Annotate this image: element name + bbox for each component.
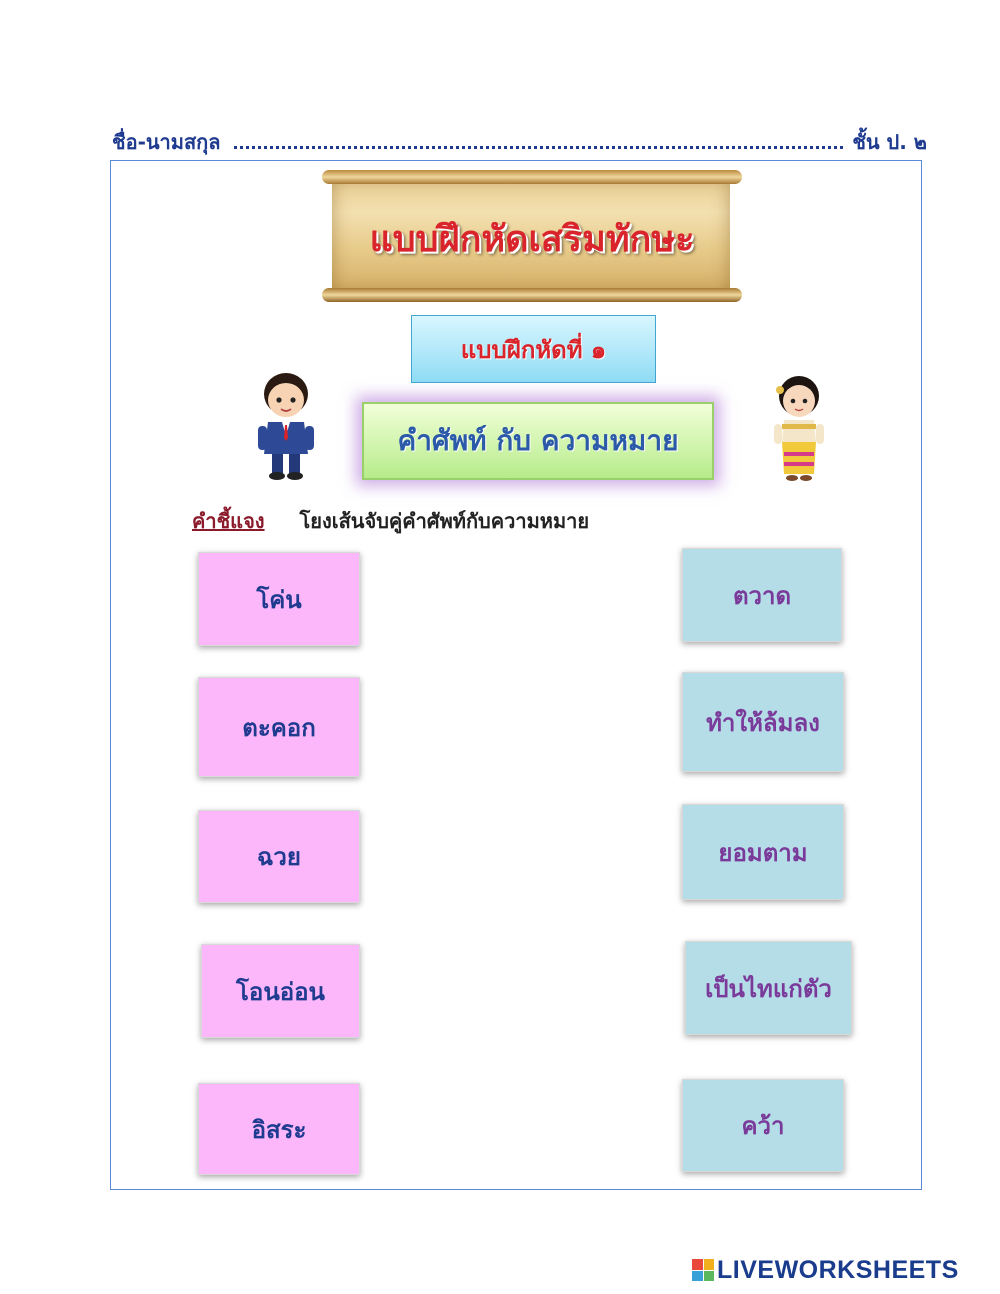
instruction-label: คำชี้แจง [192,509,265,533]
word-box-4[interactable]: โอนอ่อน [201,944,360,1038]
word-box-1[interactable]: โค่น [198,552,360,646]
name-label: ชื่อ-นามสกุล [112,130,221,154]
liveworksheets-logo [692,1256,959,1284]
title-scroll-banner [322,170,742,302]
brand-text: LIVEWORKSHEETS [717,1255,959,1284]
exercise-number-box: แบบฝึกหัดที่ ๑ [411,315,656,383]
scroll-roll-bottom [322,288,742,302]
meaning-box-4[interactable]: เป็นไทแก่ตัว [685,941,852,1035]
topic-box: คำศัพท์ กับ ความหมาย [362,402,714,480]
meaning-box-1[interactable]: ตวาด [682,548,842,642]
name-blank-line[interactable] [234,124,843,149]
word-box-3[interactable]: ฉวย [198,810,360,903]
instruction-line [192,505,589,537]
meaning-box-3[interactable]: ยอมตาม [682,804,844,900]
boy-cartoon-icon [250,370,322,482]
worksheet-title: แบบฝึกหัดเสริมทักษะ [369,219,695,260]
scroll-roll-top [322,170,742,184]
word-box-5[interactable]: อิสระ [198,1083,360,1175]
meaning-box-5[interactable]: คว้า [682,1079,844,1172]
liveworksheets-grid-icon [692,1259,714,1281]
class-label: ชั้น ป. ๒ [852,130,927,154]
word-box-2[interactable]: ตะคอก [198,677,360,777]
instruction-text: โยงเส้นจับคู่คำศัพท์กับความหมาย [299,509,590,533]
girl-cartoon-icon [768,372,830,484]
meaning-box-2[interactable]: ทำให้ล้มลง [682,672,844,772]
student-info-line [112,124,927,156]
